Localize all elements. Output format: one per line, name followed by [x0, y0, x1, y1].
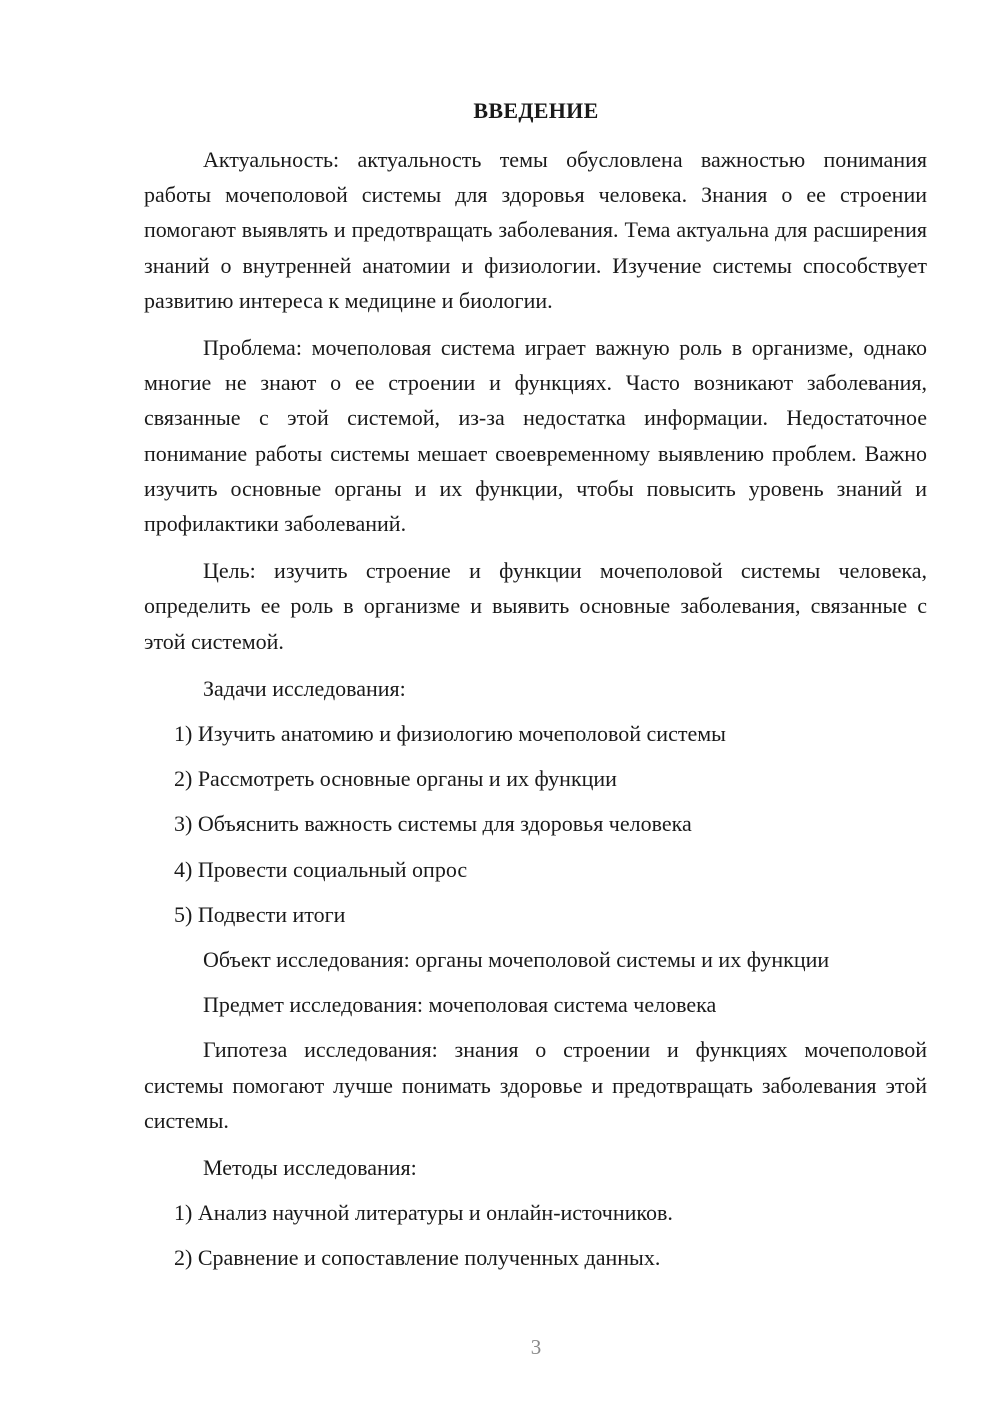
- relevance-paragraph: Актуальность: актуальность темы обусловлена важностью понимания работы мочеполовой системы для здоровья человека. Знания о ее строении помогают выявлять и предотвращать заболевания. Тема актуальна для расширения знаний о внутренней анатомии и физиологии. Изучение системы способствует развитию интереса к медицине и биологии.: [144, 147, 927, 313]
- section-heading: ВВЕДЕНИЕ: [473, 98, 599, 123]
- method-item: 1) Анализ научной литературы и онлайн-источников.: [174, 1200, 673, 1226]
- goal-paragraph: Цель: изучить строение и функции мочеполовой системы человека, определить ее роль в организме и выявить основные заболевания, связанные с этой системой.: [144, 558, 927, 654]
- methods-title: Методы исследования:: [203, 1155, 417, 1181]
- problem-paragraph: Проблема: мочеполовая система играет важную роль в организме, однако многие не знают о ее строении и функциях. Часто возникают заболевания, связанные с этой системой, из-за недостатка информации. Недостаточное понимание работы системы мешает своевременному выявлению проблем. Важно изучить основные органы и их функции, чтобы повысить уровень знаний и профилактики заболеваний.: [144, 335, 927, 537]
- method-item: 2) Сравнение и сопоставление полученных данных.: [174, 1245, 661, 1271]
- research-subject: Предмет исследования: мочеполовая система человека: [203, 992, 717, 1018]
- task-item: 4) Провести социальный опрос: [174, 856, 468, 882]
- tasks-title: Задачи исследования:: [203, 675, 406, 701]
- task-item: 1) Изучить анатомию и физиологию мочеполовой системы: [174, 721, 726, 747]
- task-item: 3) Объяснить важность системы для здоровья человека: [174, 811, 692, 837]
- task-item: 5) Подвести итоги: [174, 901, 346, 927]
- page-number: 3: [530, 1335, 542, 1359]
- body-text: [144, 142, 927, 1286]
- hypothesis-paragraph: Гипотеза исследования: знания о строении и функциях мочеполовой системы помогают лучше понимать здоровье и предотвращать заболевания этой системы.: [144, 1037, 927, 1133]
- research-object: Объект исследования: органы мочеполовой системы и их функции: [203, 947, 830, 973]
- task-item: 2) Рассмотреть основные органы и их функции: [174, 766, 617, 792]
